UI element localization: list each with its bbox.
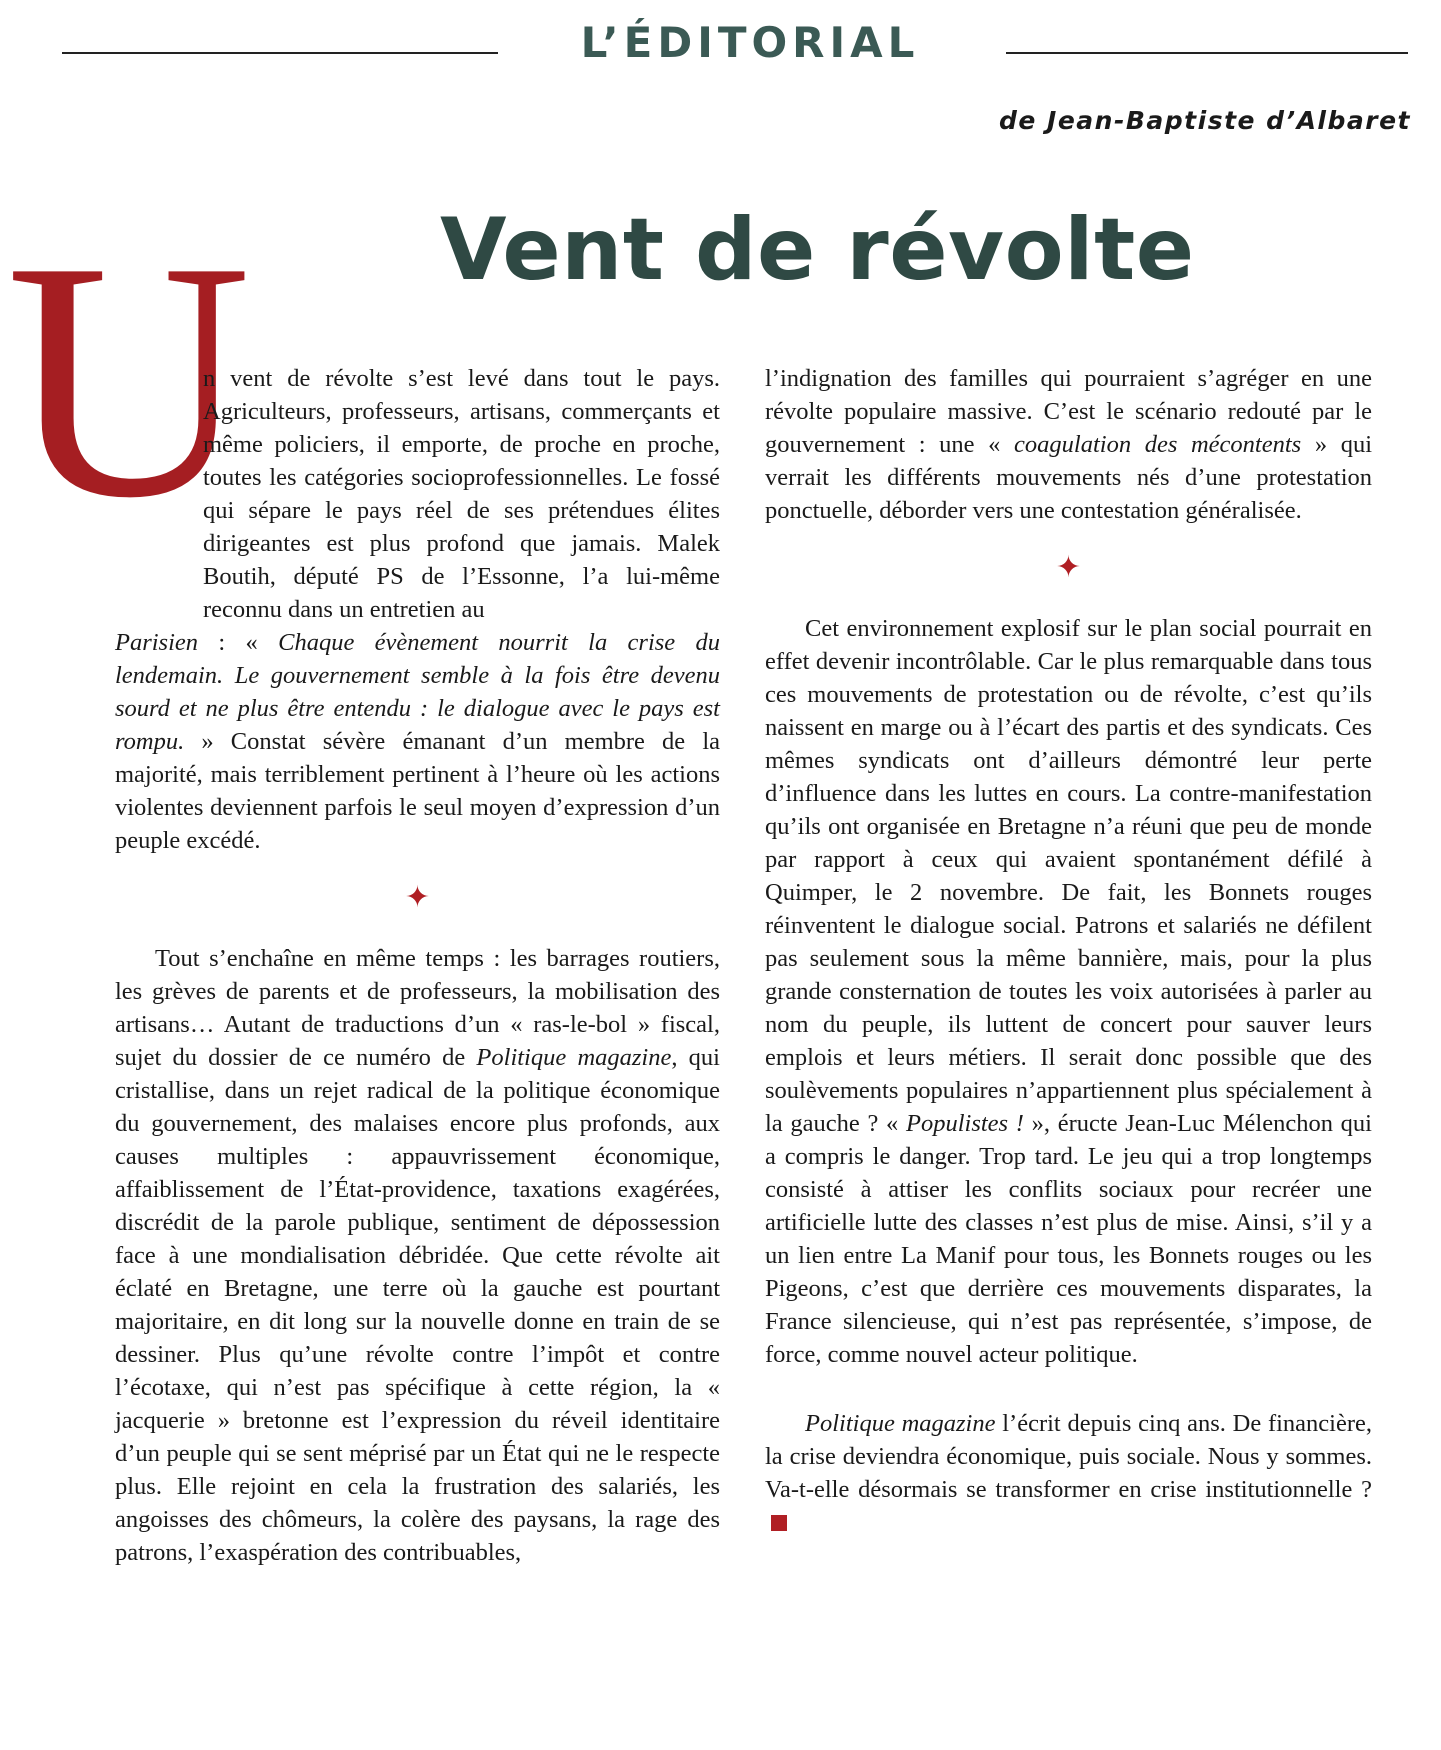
text-run: n vent de révolte s’est levé dans tout le pays. Agriculteurs, professeurs, artisans, commerçants et même policiers, il emporte, de proche en proche, toutes les catégories socioprofessionnelles. Le fossé qui sépare le pays réel de ses prétendues élites dirigeantes est plus profond que jamais. Malek Boutih, député PS de l’Essonne, l’a lui-même reconnu dans un entretien au	[203, 365, 720, 623]
text-run: : «	[198, 629, 279, 656]
paragraph-5	[765, 1407, 1372, 1539]
column-left	[115, 362, 720, 1569]
text-run-italic: Politique magazine	[476, 1044, 672, 1071]
text-run: l’indignation des familles qui pourraient s’agréger en une révolte populaire massive. C’est le scénario redouté par le gouvernement : une «	[765, 365, 1372, 458]
text-run: » Constat sévère émanant d’un membre de la majorité, mais terriblement pertinent à l’heure où les actions violentes deviennent parfois le seul moyen d’expression d’un peuple excédé.	[115, 728, 720, 854]
paragraph-4	[765, 612, 1372, 1371]
text-run-italic: Populistes !	[906, 1110, 1024, 1137]
text-run-italic: Parisien	[115, 629, 199, 656]
text-run: Cet environnement explosif sur le plan social pourrait en effet devenir incontrôlable. Car le plus remarquable dans tous ces mouvements de protestation ou de révolte, c’est qu’ils naissent en marge ou à l’écart des partis et des syndicats. Ces mêmes syndicats ont d’ailleurs démontré leur perte d’influence dans les luttes en cours. La contre-manifestation qu’ils ont organisée en Bretagne n’a réuni que peu de monde par rapport à ceux qui avaient spontanément défilé à Quimper, le 2 novembre. De fait, les Bonnets rouges réinventent le dialogue social. Patrons et salariés ne défilent pas seulement sous la même bannière, mais, pour la plus grande consternation de toutes les voix autorisées à parler au nom du peuple, ils luttent de concert pour sauver leurs emplois et leurs métiers. Il serait donc possible que des soulèvements populaires n’appartiennent plus spécialement à la gauche ? «	[765, 615, 1372, 1137]
text-run: » qui verrait les différents mouvements nés d’une protestation ponctuelle, déborder vers une contestation généralisée.	[765, 431, 1372, 524]
text-run-italic: coagulation des mécontents	[1014, 431, 1302, 458]
section-title: L’ÉDITORIAL	[580, 18, 920, 67]
header-rule-left	[62, 52, 498, 54]
paragraph-3	[765, 362, 1372, 527]
drop-cap: U	[6, 191, 252, 568]
end-mark-icon	[771, 1515, 787, 1531]
text-run: », éructe Jean-Luc Mélenchon qui a compris le danger. Trop tard. Le jeu qui a trop longtemps consisté à attiser les conflits sociaux pour recréer une artificielle lutte des classes n’est plus de mise. Ainsi, s’il y a un lien entre La Manif pour tous, les Bonnets rouges ou les Pigeons, c’est que derrière ces mouvements disparates, la France silencieuse, qui n’est pas représentée, s’impose, de force, comme nouvel acteur politique.	[765, 1110, 1372, 1368]
text-run: , qui cristallise, dans un rejet radical de la politique économique du gouvernement, des malaises encore plus profonds, aux causes multiples : appauvrissement économique, affaiblissement de l’État-providence, taxations exagérées, discrédit de la parole publique, sentiment de dépossession face à une mondialisation débridée. Que cette révolte ait éclaté en Bretagne, une terre où la gauche est pourtant majoritaire, en dit long sur la nouvelle donne en train de se dessiner. Plus qu’une révolte contre l’impôt et contre l’écotaxe, qui n’est pas spécifique à cette région, la « jacquerie » bretonne est l’expression du réveil identitaire d’un peuple qui se sent méprisé par un État qui ne le respecte plus. Elle rejoint en cela la frustration des salariés, les angoisses des chômeurs, la colère des paysans, la rage des patrons, l’exaspération des contribuables,	[115, 1044, 720, 1566]
byline: de Jean-Baptiste d’Albaret	[999, 106, 1411, 135]
column-right	[765, 362, 1372, 1539]
text-run-italic: Politique magazine	[805, 1410, 996, 1437]
paragraph-2	[115, 942, 720, 1569]
article-title: Vent de révolte	[440, 200, 1195, 300]
paragraph-1	[115, 362, 720, 857]
header-rule-right	[1006, 52, 1408, 54]
ornament-icon: ✦	[1055, 551, 1082, 584]
ornament-icon: ✦	[404, 881, 431, 914]
text-run: Tout s’enchaîne en même temps : les barrages routiers, les grèves de parents et de professeurs, la mobilisation des artisans… Autant de traductions d’un « ras-le-bol » fiscal, sujet du dossier de ce numéro de	[115, 945, 720, 1071]
text-run: l’écrit depuis cinq ans. De financière, la crise deviendra économique, puis sociale. Nous y sommes. Va-t-elle désormais se transformer en crise institutionnelle ?	[765, 1410, 1372, 1503]
text-run-italic: Chaque évènement nourrit la crise du lendemain. Le gouvernement semble à la fois être devenu sourd et ne plus être entendu : le dialogue avec le pays est rompu.	[115, 629, 720, 755]
